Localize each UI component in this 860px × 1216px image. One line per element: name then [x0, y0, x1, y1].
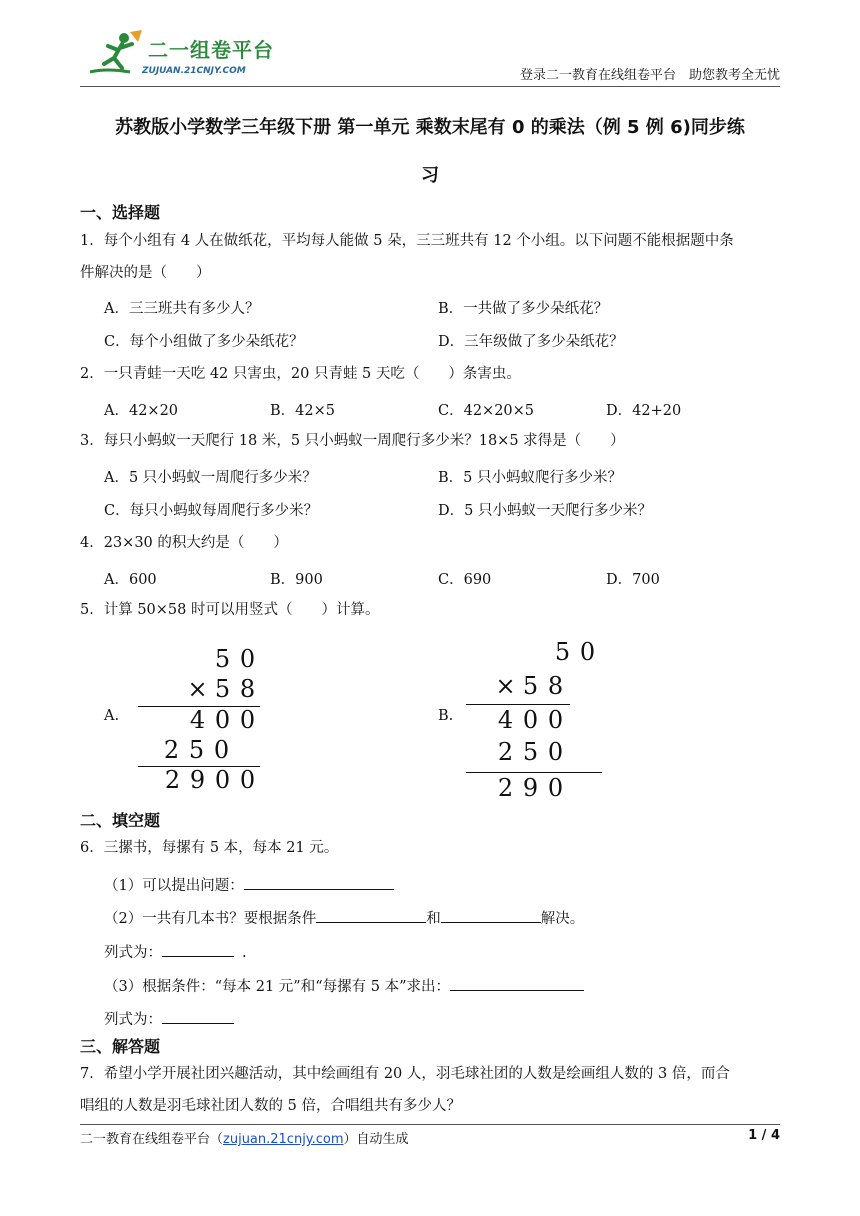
q6-part-3-formula-blank[interactable]: [162, 1007, 234, 1024]
header-divider: [80, 86, 780, 87]
q6-part-2-blank-2[interactable]: [441, 906, 541, 923]
q6-part-2-formula-blank[interactable]: [162, 940, 234, 957]
q2-option-a: A．42×20: [104, 403, 179, 419]
question-4-stem: 4．23×30 的积大约是（ ）: [80, 535, 288, 551]
q6-part-1-blank[interactable]: [244, 873, 394, 890]
question-1: [80, 225, 780, 289]
q6-part-3-text: （3）根据条件：“每本 21 元”和“每摞有 5 本”求出：: [104, 979, 450, 995]
q5-a-row-1: 5 0: [214, 645, 256, 673]
q3-option-d: D．5 只小蚂蚁一天爬行多少米？: [438, 503, 652, 519]
q5-b-row-1: 5 0: [554, 638, 596, 666]
question-7-stem-line-1: 7．希望小学开展社团兴趣活动，其中绘画组有 20 人，羽毛球社团的人数是绘画组人数的 3 倍，而合: [80, 1066, 730, 1082]
header-slogan: 登录二一教育在线组卷平台 助您教考全无忧: [519, 68, 780, 83]
runner-logo-icon: [86, 28, 146, 80]
q5-a-row-3: 4 0 0: [189, 706, 256, 734]
section-heading-fill: 二、填空题: [80, 811, 161, 830]
question-7-stem-line-2: 唱组的人数是羽毛球社团人数的 5 倍，合唱组共有多少人？: [80, 1098, 461, 1114]
footer-link[interactable]: zujuan.21cnjy.com: [223, 1132, 344, 1147]
footer-source: [80, 1128, 409, 1147]
page-number: 1 / 4: [748, 1128, 780, 1143]
question-1-stem-line-2: 件解决的是（ ）: [80, 265, 211, 281]
q5-b-row-2: × 5 8: [495, 672, 564, 700]
title-line-1: 苏教版小学数学三年级下册 第一单元 乘数末尾有 0 的乘法（例 5 例 6)同步练: [115, 117, 745, 138]
q5-b-row-5: 2 9 0: [497, 774, 564, 802]
q4-option-a: A．600: [104, 572, 157, 588]
q3-option-b: B．5 只小蚂蚁爬行多少米？: [438, 470, 622, 486]
q6-part-1: [104, 873, 394, 895]
q1-option-a: A．三三班共有多少人？: [104, 301, 260, 317]
q5-a-row-5: 2 9 0 0: [164, 766, 256, 794]
q6-part-2-blank-1[interactable]: [316, 906, 426, 923]
q6-part-3-blank[interactable]: [450, 974, 584, 991]
q6-part-2-formula: [104, 940, 247, 962]
q5-b-row-3: 4 0 0: [497, 706, 564, 734]
q5-option-b-label: B.: [438, 708, 454, 724]
q3-option-c: C．每只小蚂蚁每周爬行多少米？: [104, 503, 319, 519]
q1-option-b: B．一共做了多少朵纸花？: [438, 301, 609, 317]
q3-option-a: A．5 只小蚂蚁一周爬行多少米？: [104, 470, 317, 486]
q4-option-c: C．690: [438, 572, 492, 588]
question-7: [80, 1058, 780, 1122]
q6-part-2-text-b: 和: [426, 911, 441, 927]
q6-part-3-formula: [104, 1007, 234, 1029]
logo-url-text: ZUJUAN.21CNJY.COM: [142, 66, 246, 76]
question-2-stem: 2．一只青蛙一天吃 42 只害虫，20 只青蛙 5 天吃（ ）条害虫。: [80, 366, 521, 382]
q1-option-d: D．三年级做了多少朵纸花？: [438, 334, 624, 350]
q5-b-row-4: 2 5 0: [497, 738, 564, 766]
section-heading-solve: 三、解答题: [80, 1037, 161, 1056]
q1-option-c: C．每个小组做了多少朵纸花？: [104, 334, 304, 350]
q4-option-d: D．700: [606, 572, 660, 588]
q6-part-2-text-c: 解决。: [540, 911, 585, 927]
logo-text: 二一组卷平台: [148, 38, 274, 62]
q5-a-row-4: 2 5 0: [163, 736, 230, 764]
page-title: [80, 104, 780, 200]
q5-option-a-label: A.: [104, 708, 120, 724]
question-5-stem: 5．计算 50×58 时可以用竖式（ ）计算。: [80, 602, 380, 618]
question-3-stem: 3．每只小蚂蚁一天爬行 18 米，5 只小蚂蚁一周爬行多少米？18×5 求得是（ ）: [80, 433, 625, 449]
q6-part-2-formula-label: 列式为：: [104, 945, 162, 961]
q6-part-3: [104, 974, 584, 996]
q5-b-rule-1: [466, 704, 570, 705]
question-6-stem: 6．三摞书，每摞有 5 本，每本 21 元。: [80, 840, 339, 856]
footer-text-b: ）自动生成: [343, 1132, 409, 1147]
q6-part-1-text: （1）可以提出问题：: [104, 878, 244, 894]
q4-option-b: B．900: [270, 572, 323, 588]
footer-text-a: 二一教育在线组卷平台（: [80, 1132, 224, 1147]
q6-part-3-formula-label: 列式为：: [104, 1012, 162, 1028]
q5-a-row-2: × 5 8: [187, 675, 256, 703]
logo: [86, 28, 286, 84]
title-line-2: 习: [421, 165, 439, 186]
section-heading-choice: 一、选择题: [80, 203, 161, 222]
q2-option-b: B．42×5: [270, 403, 335, 419]
q6-part-2-text-a: （2）一共有几本书？要根据条件: [104, 911, 317, 927]
question-1-stem-line-1: 1．每个小组有 4 人在做纸花，平均每人能做 5 朵，三三班共有 12 个小组。以下问题不能根据题中条: [80, 233, 734, 249]
q6-part-2-formula-end: .: [242, 945, 247, 961]
q2-option-c: C．42×20×5: [438, 403, 535, 419]
footer-divider: [80, 1124, 780, 1125]
q5-b-rule-2: [466, 772, 602, 773]
q2-option-d: D．42+20: [606, 403, 682, 419]
q6-part-2: [104, 906, 584, 928]
